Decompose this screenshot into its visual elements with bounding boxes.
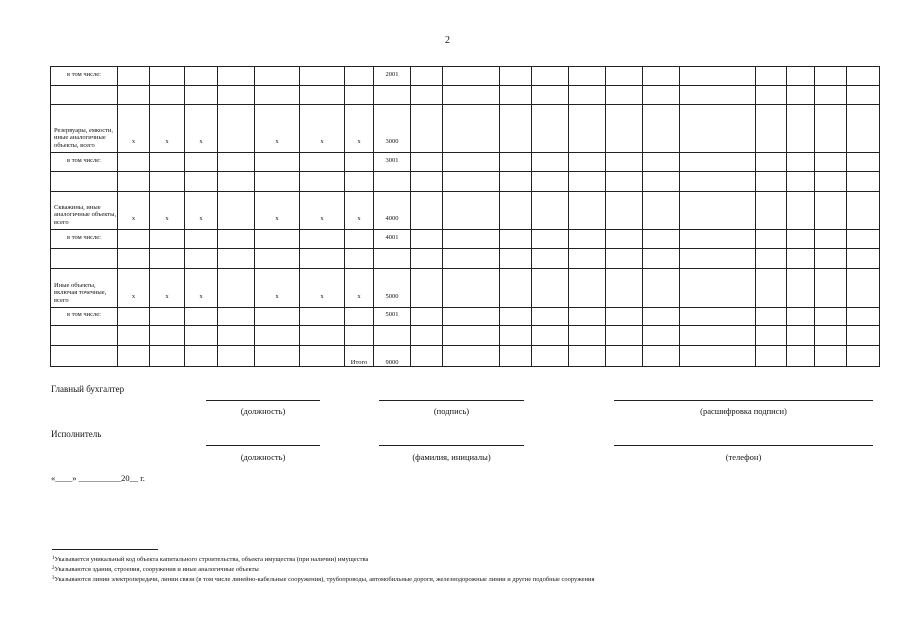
row-code <box>374 86 411 105</box>
table-cell <box>51 346 118 367</box>
table-body <box>51 67 880 367</box>
total-row <box>51 346 880 367</box>
table-cell <box>443 308 500 326</box>
table-cell <box>847 346 880 367</box>
x-mark: x <box>150 269 185 308</box>
table-cell <box>411 249 443 269</box>
x-mark <box>345 326 374 346</box>
table-cell <box>443 192 500 230</box>
table-cell <box>815 230 847 249</box>
x-mark <box>118 67 150 86</box>
table-cell <box>443 153 500 172</box>
table-cell <box>411 86 443 105</box>
x-mark <box>185 230 218 249</box>
x-mark: x <box>185 269 218 308</box>
table-cell <box>411 269 443 308</box>
x-mark: x <box>255 105 300 153</box>
x-mark: x <box>345 105 374 153</box>
table-cell <box>680 153 756 172</box>
x-mark <box>185 326 218 346</box>
x-mark <box>255 67 300 86</box>
executor-phone-caption: (телефон) <box>725 452 762 462</box>
executor-label: Исполнитель <box>51 429 102 439</box>
table-cell <box>847 249 880 269</box>
x-mark: x <box>150 105 185 153</box>
table-cell <box>500 269 532 308</box>
table-cell <box>150 346 185 367</box>
table-cell <box>643 86 680 105</box>
table-cell <box>218 346 255 367</box>
x-mark: x <box>300 192 345 230</box>
table-cell <box>443 86 500 105</box>
table-cell <box>443 346 500 367</box>
table-cell <box>756 86 787 105</box>
x-mark <box>118 326 150 346</box>
table-cell <box>532 269 569 308</box>
table-cell <box>532 230 569 249</box>
row-code: 5001 <box>374 308 411 326</box>
table-cell <box>443 67 500 86</box>
executor-position-line <box>206 445 320 446</box>
table-cell <box>787 230 815 249</box>
table-cell <box>815 249 847 269</box>
x-mark <box>150 86 185 105</box>
table-cell <box>500 153 532 172</box>
table-cell <box>815 153 847 172</box>
table-cell <box>756 153 787 172</box>
table-cell <box>500 86 532 105</box>
table-cell <box>847 172 880 192</box>
x-mark <box>150 326 185 346</box>
x-mark <box>185 67 218 86</box>
table-cell <box>680 249 756 269</box>
table-cell <box>606 86 643 105</box>
table-cell <box>787 192 815 230</box>
table-cell <box>815 86 847 105</box>
x-mark: x <box>185 105 218 153</box>
table-cell <box>643 192 680 230</box>
table-cell <box>847 67 880 86</box>
row-code: 3001 <box>374 153 411 172</box>
x-mark: x <box>345 192 374 230</box>
table-cell <box>606 153 643 172</box>
chief-accountant-label: Главный бухгалтер <box>51 384 125 394</box>
table-cell <box>606 326 643 346</box>
x-mark <box>118 153 150 172</box>
table-cell <box>532 105 569 153</box>
table-cell <box>756 172 787 192</box>
table-row <box>51 326 880 346</box>
table-cell <box>787 105 815 153</box>
table-cell <box>815 172 847 192</box>
x-mark <box>300 249 345 269</box>
x-mark: x <box>150 192 185 230</box>
table-cell <box>643 269 680 308</box>
table-cell <box>500 67 532 86</box>
table-cell <box>500 105 532 153</box>
table-cell <box>500 308 532 326</box>
chief-signature-caption: (подпись) <box>433 406 470 416</box>
table-cell <box>815 67 847 86</box>
table-cell <box>847 308 880 326</box>
table-cell <box>569 346 606 367</box>
table-cell <box>118 346 150 367</box>
table-cell <box>680 86 756 105</box>
x-mark <box>345 86 374 105</box>
row-code: 4000 <box>374 192 411 230</box>
table-cell <box>847 105 880 153</box>
table-cell <box>606 67 643 86</box>
executor-name-caption: (фамилия, инициалы) <box>412 452 491 462</box>
x-mark <box>150 308 185 326</box>
table-cell <box>411 67 443 86</box>
table-cell <box>847 86 880 105</box>
chief-decoding-line <box>614 400 873 401</box>
table-cell <box>218 192 255 230</box>
table-cell <box>218 249 255 269</box>
table-cell <box>185 346 218 367</box>
x-mark <box>300 326 345 346</box>
x-mark <box>150 230 185 249</box>
table-cell <box>787 269 815 308</box>
table-cell <box>532 308 569 326</box>
row-code: 5000 <box>374 269 411 308</box>
table-cell <box>411 153 443 172</box>
table-cell <box>218 67 255 86</box>
table-cell <box>218 172 255 192</box>
x-mark <box>345 308 374 326</box>
table-cell <box>218 86 255 105</box>
x-mark: x <box>300 105 345 153</box>
table-cell <box>606 269 643 308</box>
table-cell <box>847 230 880 249</box>
table-cell <box>680 269 756 308</box>
table-cell <box>218 230 255 249</box>
row-label <box>51 326 118 346</box>
x-mark <box>118 86 150 105</box>
table-cell <box>680 105 756 153</box>
x-mark: x <box>118 269 150 308</box>
x-mark <box>255 86 300 105</box>
table-cell <box>847 192 880 230</box>
table-row <box>51 172 880 192</box>
x-mark <box>255 249 300 269</box>
table-row <box>51 249 880 269</box>
table-row <box>51 86 880 105</box>
table-cell <box>606 105 643 153</box>
table-cell <box>532 249 569 269</box>
x-mark <box>300 67 345 86</box>
table-cell <box>815 269 847 308</box>
x-mark <box>345 67 374 86</box>
x-mark: x <box>300 269 345 308</box>
row-code: 3000 <box>374 105 411 153</box>
table-cell <box>756 249 787 269</box>
row-code <box>374 326 411 346</box>
table-cell <box>756 192 787 230</box>
table-cell <box>443 326 500 346</box>
table-cell <box>606 346 643 367</box>
table-cell <box>787 326 815 346</box>
table-cell <box>787 308 815 326</box>
x-mark: x <box>255 269 300 308</box>
x-mark <box>300 153 345 172</box>
table-cell <box>787 67 815 86</box>
row-label: в том числе: <box>51 153 118 172</box>
footnote-2: $^2$Указываются здания, строения, сооружения и иные аналогичные объекты <box>52 566 259 573</box>
table-cell <box>756 346 787 367</box>
row-label: Иные объекты, включая точечные, всего <box>51 269 118 308</box>
table-cell <box>218 326 255 346</box>
table-row <box>51 67 880 86</box>
table-cell <box>532 172 569 192</box>
table-cell <box>300 346 345 367</box>
executor-name-line <box>379 445 524 446</box>
page-number: 2 <box>445 35 450 46</box>
table-cell <box>411 308 443 326</box>
row-label: в том числе: <box>51 67 118 86</box>
table-cell <box>569 308 606 326</box>
x-mark <box>345 249 374 269</box>
chief-position-line <box>206 400 320 401</box>
table-cell <box>643 67 680 86</box>
row-label <box>51 172 118 192</box>
table-cell <box>443 105 500 153</box>
table-cell <box>443 172 500 192</box>
table-cell <box>606 192 643 230</box>
table-cell <box>606 308 643 326</box>
total-code: 9000 <box>374 346 411 367</box>
x-mark <box>185 86 218 105</box>
table-cell <box>532 326 569 346</box>
x-mark <box>255 153 300 172</box>
table-cell <box>643 346 680 367</box>
table-cell <box>218 153 255 172</box>
chief-decoding-caption: (расшифровка подписи) <box>700 406 787 416</box>
footnote-3: $^3$Указываются линии электропередачи, линии связи (в том числе линейно-кабельные сооружения), трубопроводы, автомобильные дороги, железнодорожные линии и другие подобные сооружения <box>52 576 595 583</box>
report-table <box>50 66 880 367</box>
x-mark <box>300 308 345 326</box>
row-label: в том числе: <box>51 308 118 326</box>
table-cell <box>815 192 847 230</box>
table-cell <box>569 269 606 308</box>
table-cell <box>218 308 255 326</box>
date-field: «____» __________20__ г. <box>51 473 145 483</box>
table-cell <box>500 249 532 269</box>
x-mark <box>300 172 345 192</box>
x-mark <box>345 172 374 192</box>
table-cell <box>443 230 500 249</box>
table-cell <box>443 269 500 308</box>
x-mark <box>185 153 218 172</box>
table-cell <box>569 326 606 346</box>
table-row <box>51 269 880 308</box>
table-cell <box>787 249 815 269</box>
table-cell <box>500 230 532 249</box>
x-mark: x <box>118 192 150 230</box>
x-mark <box>345 153 374 172</box>
table-cell <box>500 346 532 367</box>
table-row <box>51 153 880 172</box>
x-mark <box>255 230 300 249</box>
x-mark <box>300 230 345 249</box>
x-mark <box>118 308 150 326</box>
row-label <box>51 86 118 105</box>
table-cell <box>532 86 569 105</box>
table-cell <box>569 192 606 230</box>
table-cell <box>815 105 847 153</box>
row-code: 4001 <box>374 230 411 249</box>
table-cell <box>756 230 787 249</box>
table-cell <box>756 326 787 346</box>
table-cell <box>569 249 606 269</box>
x-mark <box>118 249 150 269</box>
table-cell <box>255 346 300 367</box>
table-cell <box>218 105 255 153</box>
table-cell <box>787 346 815 367</box>
table-cell <box>218 269 255 308</box>
x-mark <box>300 86 345 105</box>
table-row <box>51 230 880 249</box>
footnote-rule <box>52 549 158 550</box>
table-cell <box>756 308 787 326</box>
table-cell <box>643 105 680 153</box>
table-cell <box>643 308 680 326</box>
table-cell <box>569 67 606 86</box>
x-mark <box>345 230 374 249</box>
table-cell <box>847 326 880 346</box>
table-cell <box>787 86 815 105</box>
table-cell <box>532 67 569 86</box>
table-cell <box>680 346 756 367</box>
table-cell <box>815 308 847 326</box>
table-cell <box>680 67 756 86</box>
row-code: 2001 <box>374 67 411 86</box>
row-label: в том числе: <box>51 230 118 249</box>
row-label <box>51 249 118 269</box>
table-cell <box>643 230 680 249</box>
table-cell <box>643 172 680 192</box>
chief-signature-line <box>379 400 524 401</box>
table-row <box>51 308 880 326</box>
table-cell <box>569 153 606 172</box>
total-label: Итого <box>345 346 374 367</box>
x-mark: x <box>255 192 300 230</box>
table-cell <box>532 192 569 230</box>
table-cell <box>787 153 815 172</box>
table-cell <box>411 105 443 153</box>
table-cell <box>847 153 880 172</box>
table-cell <box>680 192 756 230</box>
table-cell <box>756 269 787 308</box>
row-label: Скважины, иные аналогичные объекты, всего <box>51 192 118 230</box>
x-mark <box>255 326 300 346</box>
table-cell <box>756 105 787 153</box>
table-cell <box>569 86 606 105</box>
table-cell <box>680 326 756 346</box>
table-cell <box>500 192 532 230</box>
table-cell <box>411 192 443 230</box>
table-cell <box>680 308 756 326</box>
table-cell <box>643 153 680 172</box>
table-cell <box>680 230 756 249</box>
table-cell <box>569 172 606 192</box>
table-cell <box>500 172 532 192</box>
table-cell <box>500 326 532 346</box>
x-mark <box>255 308 300 326</box>
table-cell <box>847 269 880 308</box>
row-code <box>374 172 411 192</box>
table-cell <box>569 230 606 249</box>
table-cell <box>606 249 643 269</box>
table-cell <box>815 326 847 346</box>
x-mark: x <box>345 269 374 308</box>
table-cell <box>680 172 756 192</box>
table-cell <box>569 105 606 153</box>
x-mark <box>150 153 185 172</box>
x-mark <box>150 67 185 86</box>
table-cell <box>532 346 569 367</box>
chief-position-caption: (должность) <box>240 406 286 416</box>
x-mark <box>255 172 300 192</box>
table-cell <box>411 326 443 346</box>
table-row <box>51 192 880 230</box>
x-mark <box>150 249 185 269</box>
executor-phone-line <box>614 445 873 446</box>
table-cell <box>643 249 680 269</box>
table-cell <box>787 172 815 192</box>
table-cell <box>532 153 569 172</box>
executor-position-caption: (должность) <box>240 452 286 462</box>
table-cell <box>756 67 787 86</box>
table-cell <box>443 249 500 269</box>
x-mark <box>150 172 185 192</box>
table-cell <box>606 172 643 192</box>
x-mark: x <box>185 192 218 230</box>
x-mark <box>185 249 218 269</box>
table-cell <box>411 230 443 249</box>
x-mark <box>185 172 218 192</box>
footnote-1: $^1$Указывается уникальный код объекта капитального строительства, объекта имущества (при наличии) имущества <box>52 556 369 563</box>
table-cell <box>643 326 680 346</box>
x-mark <box>118 230 150 249</box>
x-mark <box>185 308 218 326</box>
table-cell <box>411 172 443 192</box>
x-mark: x <box>118 105 150 153</box>
table-row <box>51 105 880 153</box>
table-cell <box>815 346 847 367</box>
table-cell <box>606 230 643 249</box>
row-code <box>374 249 411 269</box>
x-mark <box>118 172 150 192</box>
table-cell <box>411 346 443 367</box>
row-label: Резервуары, емкости, иные аналогичные объекты, всего <box>51 105 118 153</box>
